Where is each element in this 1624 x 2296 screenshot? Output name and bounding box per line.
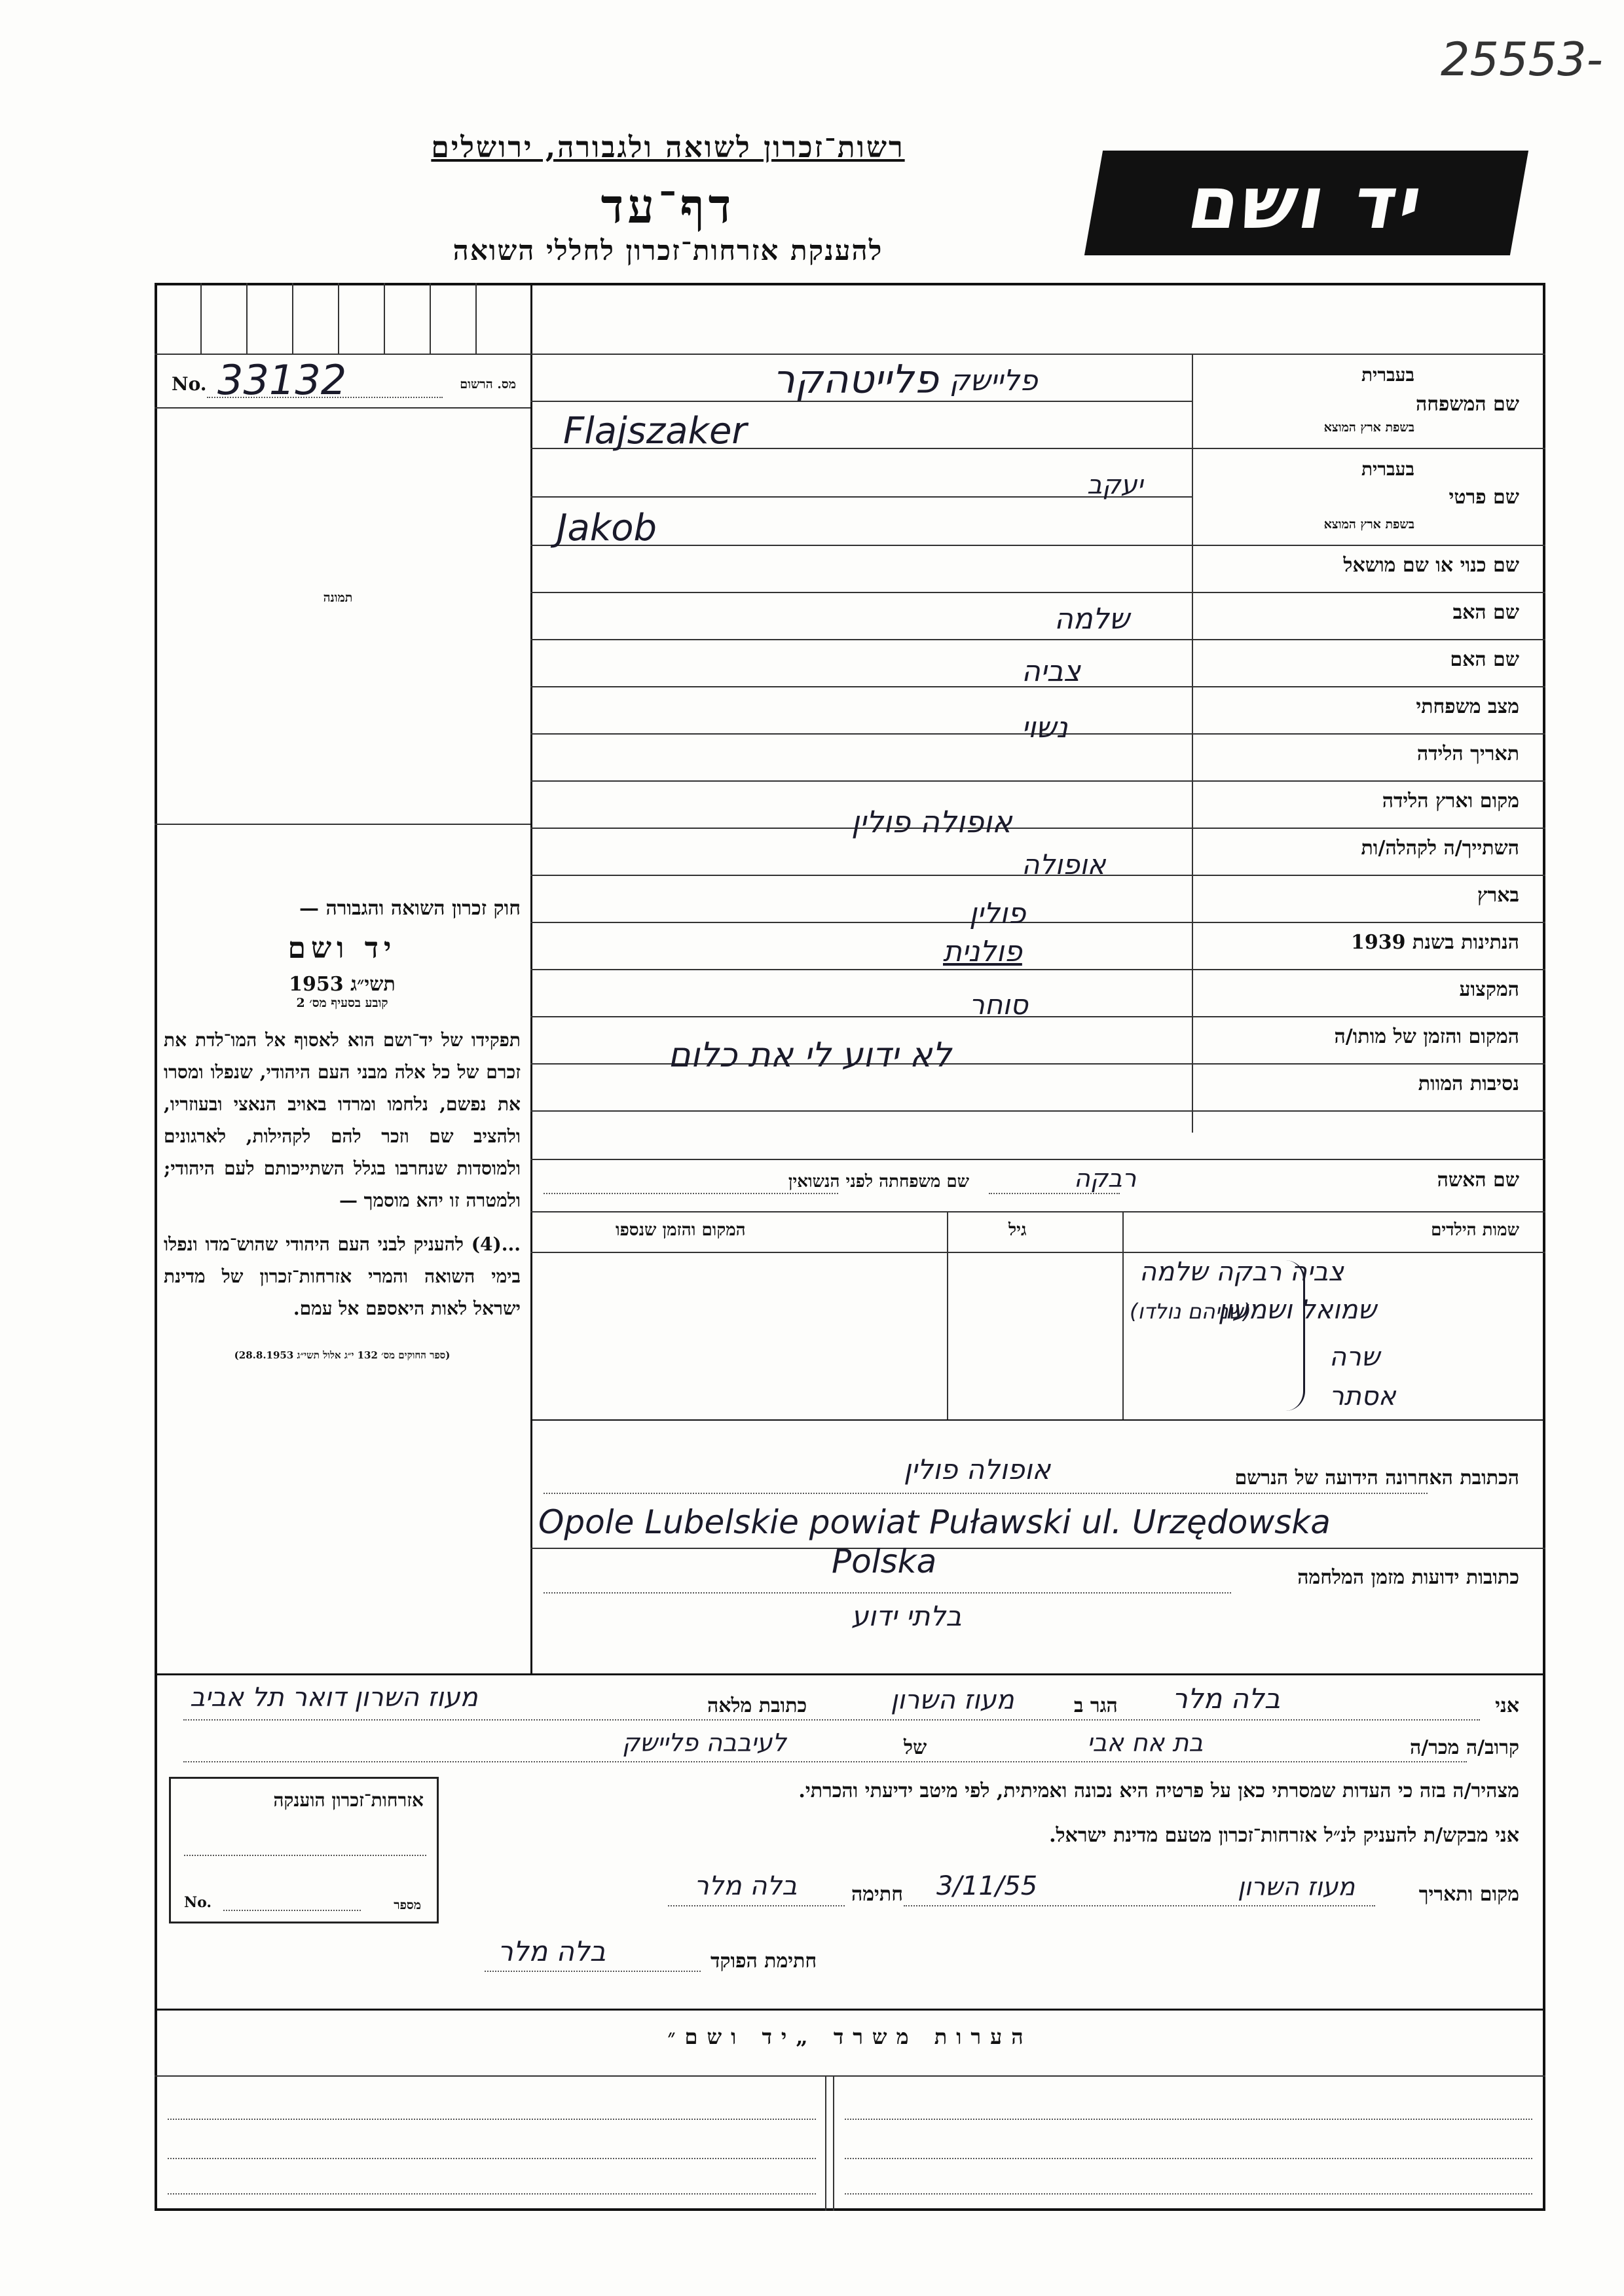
firstname-origin-value: Jakob [557,507,657,549]
surname-origin-label: בשפת ארץ המוצא [1323,420,1414,435]
law-name: יד ושם [287,932,397,965]
witness-name: בלה מלר [1172,1683,1281,1715]
law-text-2: ...(4) להעניק לבני העם היהודי שהוש־מדו ונפלו בימי השואה והמרי אזרחות־זכרון של מדינת ישראל לאות היאספם אל עמם. [164,1233,521,1319]
citizenship-box-no-he: מספר [394,1898,421,1912]
law-block [164,897,521,1362]
citizenship-box-no-en: No. [184,1894,212,1911]
community-value: אופולה [1022,848,1106,881]
wife-value: רבקה [1074,1164,1137,1193]
last-address-hebrew: אופולה פולין [904,1453,1051,1485]
photo-label: תמונה [323,591,353,605]
citizenship-label: הנתינות בשנת 1939 [1350,931,1519,954]
father-value: שלמה [1054,602,1130,636]
document-title: דף־עד [600,178,735,234]
surname-hebrew-label: בעברית [1361,364,1414,386]
logo-text: יד ושם [1182,161,1431,245]
last-address-label: הכתובת האחרונה הידועה של הנרשם [1234,1467,1519,1489]
last-address-latin-2: Polska [832,1542,937,1580]
photo-law-separator [155,824,530,825]
mother-label: שם האם [1450,648,1519,671]
wife-maiden-label: שם משפחתה לפני הנשואין [788,1172,969,1192]
law-text-1: תפקידו של יד־ושם הוא לאסוף אל המו־לדת את זכרם של כל אלה מבני העם היהודי, שנפלו ומסרו את נפשם, נלחמו ומרדו באויב הנאצי ובעוזריו, ולהציב שם וזכר להם לקהילות, לארגונים ולמוסדות שנחרבו בגלל השתייכותם לעם היהודי; ולמטרה זו יהא מוסמך — [164,1029,521,1211]
stamp-number: 25553- [1441,33,1603,86]
wartime-address-value: בלתי ידוע [851,1600,962,1632]
death-place-label: המקום והזמן של מותו/ה [1334,1025,1519,1048]
wife-label: שם האשה [1437,1169,1519,1192]
witness-of-value: לעיבבה פליישק [622,1728,786,1757]
place-date-label: מקום ותאריך [1418,1883,1519,1906]
child-note: (שניהם נולדו) [1130,1299,1251,1324]
witness-of-label: של [904,1736,927,1759]
official-signature-label: חתימת הפוקד [710,1950,817,1973]
firstname-label: שם פרטי [1449,486,1519,509]
children-col-age: גיל [1008,1220,1027,1240]
death-cause-label: נסיבות המוות [1418,1072,1519,1095]
yad-vashem-logo [1084,151,1528,255]
country-label: בארץ [1477,884,1519,907]
birthplace-label: מקום וארץ הלידה [1382,790,1519,812]
signature-value: בלה מלר [694,1871,798,1901]
date-value: 3/11/55 [936,1871,1038,1901]
firstname-hebrew-label: בעברית [1361,458,1414,480]
children-col-names: שמות הילדים [1431,1220,1519,1240]
surname-label: שם המשפחה [1415,393,1519,416]
registration-no-en: No. [172,373,207,395]
birthplace-value: אופולה פולין [851,804,1012,839]
witness-full-address-value: מעוז השרון דואר תל אביב [190,1683,478,1713]
authority-title: רשות־זכרון לשואה ולגבורה, ירושלים [431,131,905,164]
law-source: (ספר החוקים מס׳ 132 י״ג אלול תשי״ג 28.8.1953) [234,1349,451,1361]
firstname-origin-label: בשפת ארץ המוצא [1323,517,1414,532]
witness-ani: אני [1495,1694,1519,1717]
document-subtitle: להענקת אזרחות־זכרון לחללי השואה [452,234,883,266]
witness-relative-label: קרוב/ה מכר/ה [1410,1736,1519,1759]
left-column-divider [530,283,532,1674]
witness-full-address-label: כתובת מלאה [707,1694,807,1717]
registration-number: 33132 [217,356,347,404]
marital-label: מצב משפחתי [1416,695,1519,718]
marital-value: נשוי [1022,711,1068,744]
official-signature-value: בלה מלר [498,1935,606,1967]
birthdate-label: תאריך הלידה [1416,742,1519,765]
children-col-place: המקום והזמן שנספו [616,1220,746,1240]
office-notes-title: הערות משרד „יד ושם״ [667,2024,1033,2049]
surname-hebrew-note: פליישק [950,364,1038,397]
child-row-4: אסתר [1329,1381,1396,1412]
witness-lives-value: מעוז השרון [891,1685,1014,1715]
place-value: מעוז השרון [1238,1872,1356,1901]
surname-hebrew-value: פלייטהקר [773,357,938,403]
profession-value: סוחר [969,989,1028,1021]
citizenship-box-title: אזרחות־זכרון הוענקה [273,1789,424,1811]
mother-value: צביה [1022,655,1081,688]
witness-request: אני מבקש/ת להעניק לנ״ל אזרחות־זכרון מטעם מדינת ישראל. [1049,1824,1519,1847]
death-place-value: לא ידוע לי את כלום [668,1036,952,1075]
child-row-2: שמואל ושמעון [1218,1295,1376,1325]
surname-origin-value: Flajszaker [563,410,747,452]
firstname-hebrew-value: יעקב [1087,470,1143,500]
citizenship-value: פולנית [943,935,1022,968]
profession-label: המקצוע [1459,978,1519,1001]
country-value: פולין [969,897,1026,930]
children-bracket [1283,1260,1305,1411]
child-row-3: שרה [1329,1342,1380,1372]
witness-declaration: מצהיר/ה בזה כי העדות שמסרתי כאן על פרטיה היא נכונה ואמיתית, לפי מיטב ידיעתי והכרתי. [798,1779,1519,1802]
law-year: תשי״ג 1953 [289,973,396,996]
citizenship-granted-box [169,1777,439,1923]
registration-label: מס. הרשום [460,377,516,392]
witness-lives-label: הגר ב [1074,1694,1118,1717]
law-clause: קובע בסעיף מס׳ 2 [296,996,388,1010]
witness-relative-value: בת אח אבי [1087,1728,1204,1757]
law-title: חוק זכרון השואה והגבורה — [299,897,521,920]
last-address-latin: Opole Lubelskie powiat Puławski ul. Urzędowska [538,1503,1331,1541]
registration-row [155,354,530,409]
tick-strip [155,283,530,355]
signature-label: חתימה [851,1883,903,1906]
nickname-label: שם כנוי או שם מושאל [1343,554,1519,577]
father-label: שם האב [1452,601,1519,624]
community-label: השתייך/ה לקהלה/ות [1361,837,1519,860]
child-row-1: צביה רבקה שלמה [1139,1257,1344,1287]
wartime-address-label: כתובות ידועות מזמן המלחמה [1297,1566,1519,1589]
